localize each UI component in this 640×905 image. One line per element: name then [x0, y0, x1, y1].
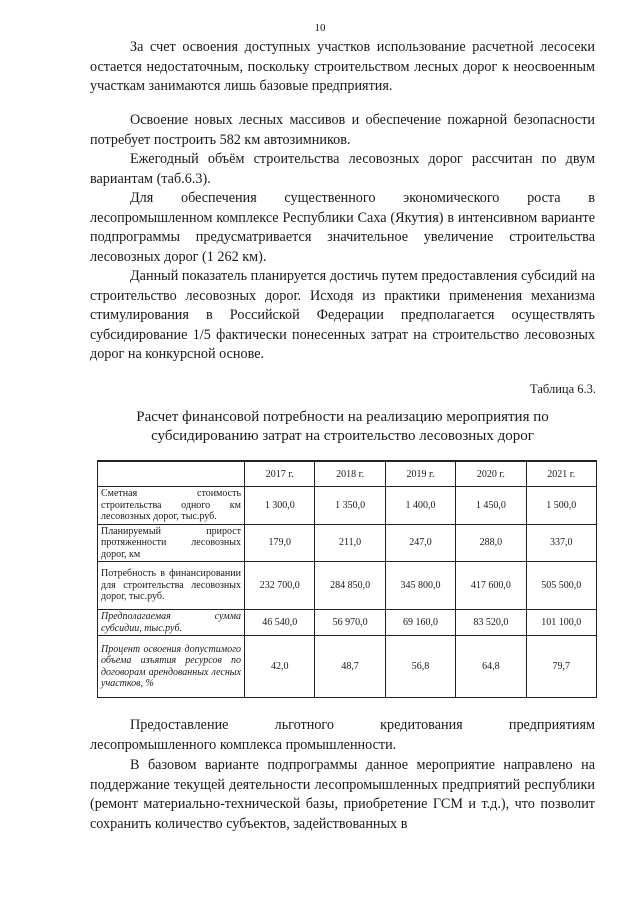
table-title: Расчет финансовой потребности на реализацию мероприятия по субсидированию затрат на строительство лесовозных дорог: [136, 409, 549, 444]
table-row: [98, 487, 597, 525]
header-empty-cell: [98, 461, 245, 487]
table-label: Таблица 6.3.: [530, 382, 596, 396]
table-cell: 1 300,0: [245, 487, 315, 525]
table-cell: 69 160,0: [385, 610, 455, 636]
row-label: Потребность в финансировании для строительства лесовозных дорог, тыс.руб.: [98, 562, 245, 610]
table-cell: 211,0: [315, 524, 385, 562]
table-cell: 417 600,0: [456, 562, 526, 610]
table-cell: 1 500,0: [526, 487, 596, 525]
row-label: Процент освоения допустимого объема изъятия ресурсов по договорам арендованных лесных участков, %: [98, 636, 245, 698]
header-year: 2019 г.: [385, 461, 455, 487]
paragraph-5: Данный показатель планируется достичь путем предоставления субсидий на строительство лесовозных дорог. Исходя из практики применения механизма стимулирования в Российской Федерации предполагается осуществлять субсидирование 1/5 фактически понесенных затрат на строительство лесовозных дорог на конкурсной основе.: [90, 268, 595, 363]
paragraph-4: Для обеспечения существенного экономического роста в лесопромышленном комплексе Республики Саха (Якутия) в интенсивном варианте подпрограммы предусматривается значительное увеличение строительства лесовозных дорог (1 262 км).: [90, 190, 595, 265]
table-row: [98, 562, 597, 610]
table-cell: 48,7: [315, 636, 385, 698]
table-cell: 337,0: [526, 524, 596, 562]
table-cell: 232 700,0: [245, 562, 315, 610]
table-cell: 288,0: [456, 524, 526, 562]
table-cell: 345 800,0: [385, 562, 455, 610]
table-cell: 284 850,0: [315, 562, 385, 610]
header-year: 2018 г.: [315, 461, 385, 487]
table-header-row: [98, 461, 597, 487]
table-cell: 1 350,0: [315, 487, 385, 525]
table-cell: 505 500,0: [526, 562, 596, 610]
paragraph-6: Предоставление льготного кредитования предприятиям лесопромышленного комплекса промышленности.: [90, 717, 595, 753]
table-row: [98, 636, 597, 698]
table-cell: 56,8: [385, 636, 455, 698]
table-cell: 83 520,0: [456, 610, 526, 636]
table-row: [98, 524, 597, 562]
header-year: 2020 г.: [456, 461, 526, 487]
table-cell: 179,0: [245, 524, 315, 562]
header-year: 2021 г.: [526, 461, 596, 487]
row-label: Сметная стоимость строительства одного км лесовозных дорог, тыс.руб.: [98, 487, 245, 525]
table-cell: 247,0: [385, 524, 455, 562]
header-year: 2017 г.: [245, 461, 315, 487]
row-label: Планируемый прирост протяженности лесовозных дорог, км: [98, 524, 245, 562]
table-cell: 79,7: [526, 636, 596, 698]
table-cell: 42,0: [245, 636, 315, 698]
paragraph-7: В базовом варианте подпрограммы данное мероприятие направлено на поддержание текущей деятельности лесопромышленных предприятий республики (ремонт материально-технической базы, приобретение ГСМ и т.д.), что позволит сохранить количество субъектов, задействованных в: [90, 757, 595, 832]
page-number: 10: [314, 22, 326, 34]
financing-table: [97, 460, 597, 698]
paragraph-3: Ежегодный объём строительства лесовозных дорог рассчитан по двум вариантам (таб.6.3).: [90, 151, 595, 187]
table-cell: 1 400,0: [385, 487, 455, 525]
table-cell: 1 450,0: [456, 487, 526, 525]
table-row: [98, 610, 597, 636]
table-cell: 64,8: [456, 636, 526, 698]
table-cell: 101 100,0: [526, 610, 596, 636]
row-label: Предполагаемая сумма субсидии, тыс.руб.: [98, 610, 245, 636]
paragraph-2: Освоение новых лесных массивов и обеспечение пожарной безопасности потребует построить 582 км автозимников.: [90, 112, 595, 148]
table-cell: 46 540,0: [245, 610, 315, 636]
paragraph-1: За счет освоения доступных участков использование расчетной лесосеки остается недостаточным, поскольку строительством лесных дорог к неосвоенным участкам занимаются лишь базовые предприятия.: [90, 39, 595, 95]
table-cell: 56 970,0: [315, 610, 385, 636]
